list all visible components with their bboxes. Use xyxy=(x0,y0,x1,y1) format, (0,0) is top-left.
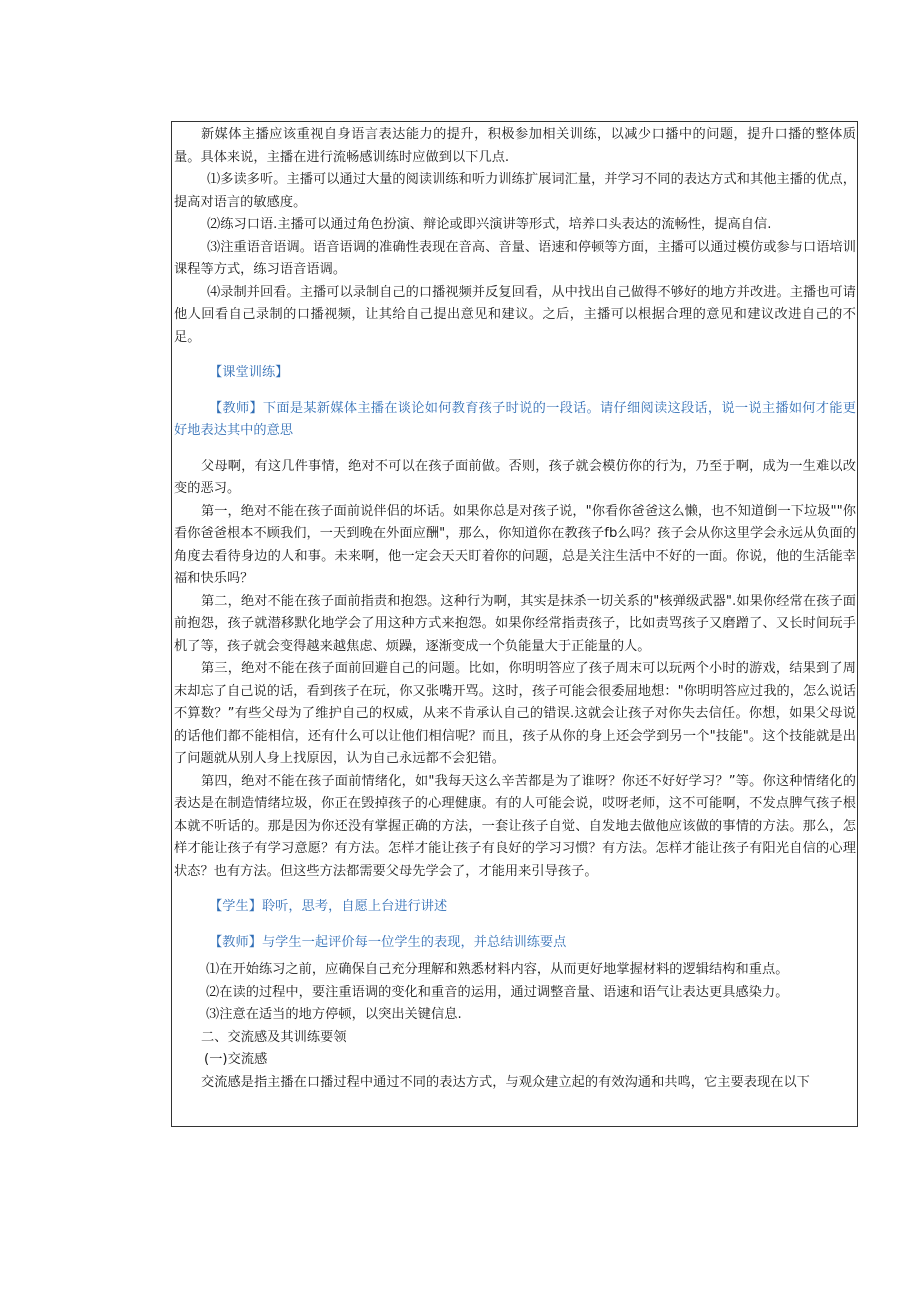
point-1: ⑴多读多听。主播可以通过大量的阅读训练和听力训练扩展词汇量，并学习不同的表达方式和其他主播的优点，提高对语言的敏感度。 xyxy=(174,172,856,210)
student-line: 【学生】聆听，思考，自愿上台进行讲述 xyxy=(209,899,448,914)
teacher-prompt: 【教师】下面是某新媒体主播在谈论如何教育孩子时说的一段话。请仔细阅读这段话，说一说主播如何才能更好地表达其中的意思 xyxy=(174,400,856,438)
intro-paragraph: 新媒体主播应该重视自身语言表达能力的提升，积极参加相关训练，以减少口播中的问题，提升口播的整体质量。具体来说，主播在进行流畅感训练时应做到以下几点. xyxy=(174,127,856,165)
passage-paragraph-1: 父母啊，有这几件事情，绝对不可以在孩子面前做。否则，孩子就会模仿你的行为，乃至于啊，成为一生难以改变的恶习。 xyxy=(174,458,856,496)
summary-point-2: ⑵在读的过程中，要注重语调的变化和重音的运用，通过调整音量、语速和语气让表达更具感染力。 xyxy=(206,984,789,1000)
teacher-summary: 【教师】与学生一起评价每一位学生的表现，并总结训练要点 xyxy=(209,934,567,950)
point-2: ⑵练习口语.主播可以通过角色扮演、辩论或即兴演讲等形式，培养口头表达的流畅性，提高自信. xyxy=(207,217,772,232)
passage-paragraph-4: 第三，绝对不能在孩子面前回避自己的问题。比如，你明明答应了孩子周末可以玩两个小时的游戏，结果到了周末却忘了自己说的话，看到孩子在玩，你又张嘴开骂。这时，孩子可能会很委屈地想："你明明答应过我的，怎么说话不算数？”有些父母为了维护自己的权威，从来不肯承认自己的错误.这就会让孩子对你失去信任。你想，如果父母说的话他们都不能相信，还有什么可以让他们相信呢？而且，孩子从你的身上还会学到另一个"技能"。这个技能就是出了问题就从别人身上找原因，认为自己永远都不会犯错。 xyxy=(174,661,856,766)
document-body xyxy=(174,124,856,1094)
summary-point-3: ⑶注意在适当的地方停顿，以突出关键信息. xyxy=(206,1007,462,1022)
passage-paragraph-5: 第四，绝对不能在孩子面前情绪化，如"我每天这么辛苦都是为了谁呀？你还不好好学习？”等。你这种情绪化的表达是在制造情绪垃圾，你正在毁掉孩子的心理健康。有的人可能会说，哎呀老师，这不可能啊，不发点脾气孩子根本就不听话的。那是因为你还没有掌握正确的方法，一套让孩子自觉、自发地去做他应该做的事情的方法。那么，怎样才能让孩子有学习意愿？有方法。怎样才能让孩子有良好的学习习惯？有方法。怎样才能让孩子有阳光自信的心理状态？也有方法。但这些方法都需要父母先学会了，才能用来引导孩子。 xyxy=(174,773,856,879)
point-3: ⑶注重语音语调。语音语调的准确性表现在音高、音量、语速和停顿等方面，主播可以通过模仿或参与口语培训课程等方式，练习语音语调。 xyxy=(174,239,856,277)
spacer xyxy=(174,349,856,362)
point-4: ⑷录制并回看。主播可以录制自己的口播视频并反复回看，从中找出自己做得不够好的地方并改进。主播也可请他人回看自己录制的口播视频，让其给自己提出意见和建议。之后，主播可以根据合理的意见和建议改进自己的不足。 xyxy=(174,284,856,345)
passage-paragraph-3: 第二，绝对不能在孩子面前指责和抱怨。这种行为啊，其实是抹杀一切关系的"核弹级武器".如果你经常在孩子面前抱怨，孩子就潜移默化地学会了用这种方式来抱怨。如果你经常指责孩子，比如责骂孩子又磨蹭了、又长时间玩手机了等，孩子就会变得越来越焦虑、烦躁，逐渐变成一个负能量大于正能量的人。 xyxy=(174,593,856,654)
section-heading: 二、交流感及其训练要领 xyxy=(201,1029,347,1045)
spacer xyxy=(174,919,856,932)
classroom-heading: 【课堂训练】 xyxy=(209,365,289,380)
spacer xyxy=(174,443,856,456)
passage-paragraph-2: 第一，绝对不能在孩子面前说伴侣的坏话。如果你总是对孩子说，"你看你爸爸这么懒，也不知道倒一下垃圾""你看你爸爸根本不顾我们，一天到晚在外面应酬"，那么，你知道你在教孩子fb么吗？孩子会从你这里学会永远从负面的角度去看待身边的人和事。未来啊，他一定会天天盯着你的问题，总是关注生活中不好的一面。你说，他的生活能幸福和快乐吗？ xyxy=(174,503,856,586)
spacer xyxy=(174,385,856,398)
summary-point-1: ⑴在开始练习之前，应确保自己充分理解和熟悉材料内容，从而更好地掌握材料的逻辑结构和重点。 xyxy=(206,962,789,977)
closing-paragraph: 交流感是指主播在口播过程中通过不同的表达方式，与观众建立起的有效沟通和共鸣，它主要表现在以下 xyxy=(201,1074,810,1090)
spacer xyxy=(174,883,856,896)
subsection-heading: (一)交流感 xyxy=(204,1052,268,1067)
